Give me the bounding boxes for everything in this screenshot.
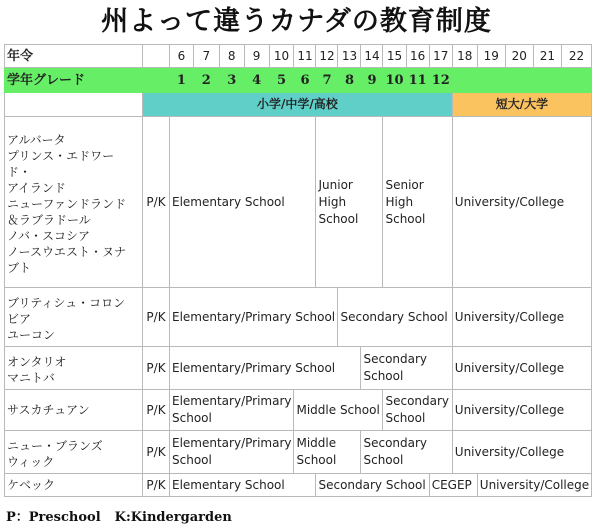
stage-elementary-primary: Elementary/Primary School — [170, 347, 361, 390]
stage-elementary-primary: Elementary/Primary School — [170, 390, 294, 431]
stage-elementary-primary: Elementary/Primary School — [170, 288, 338, 347]
grade-cell: 9 — [361, 68, 383, 93]
province-name: ブト — [7, 261, 32, 275]
stage-university: University/College — [452, 117, 591, 288]
province-name: ノバ・スコシア — [7, 229, 91, 243]
grade-cell: 6 — [294, 68, 316, 93]
age-row-label: 年令 — [5, 45, 143, 68]
province-names — [5, 117, 143, 288]
grade-cell-blank — [505, 68, 533, 93]
grade-row-label: 学年グレード — [5, 68, 143, 93]
age-cell: 8 — [219, 45, 244, 68]
footnote-preschool: P：Preschool — [6, 510, 101, 525]
province-row — [5, 288, 592, 347]
province-name: ウィック — [7, 455, 55, 469]
age-cell: 14 — [361, 45, 383, 68]
stage-elementary: Elementary School — [170, 474, 316, 497]
age-cell: 21 — [533, 45, 561, 68]
province-name: ブリティシュ・コロン — [7, 296, 126, 310]
university-level-band: 短大/大学 — [452, 93, 591, 117]
age-cell: 19 — [477, 45, 505, 68]
province-name: ビア — [7, 312, 32, 326]
stage-senior-high: Senior High School — [383, 117, 452, 288]
stage-secondary: Secondary School — [316, 474, 429, 497]
province-name: ノースウエスト・ヌナ — [7, 245, 127, 259]
age-cell: 22 — [561, 45, 591, 68]
stage-secondary: Secondary School — [361, 431, 452, 474]
grade-cell: 7 — [316, 68, 338, 93]
level-row — [5, 93, 592, 117]
stage-middle: Middle School — [294, 390, 383, 431]
stage-university: University/College — [452, 288, 591, 347]
province-name: ニューファンドランド — [7, 197, 127, 211]
province-name: プリンス・エドワー — [7, 149, 115, 163]
grade-cell: 1 — [170, 68, 194, 93]
age-cell: 10 — [269, 45, 294, 68]
province-row — [5, 390, 592, 431]
age-cell: 6 — [170, 45, 194, 68]
province-name: ド・ — [7, 165, 32, 179]
province-row — [5, 474, 592, 497]
pk-cell: P/K — [143, 431, 170, 474]
province-names — [5, 347, 143, 390]
stage-university: University/College — [452, 431, 591, 474]
age-cell: 13 — [338, 45, 361, 68]
grade-cell-blank — [452, 68, 477, 93]
stage-secondary: Secondary School — [361, 347, 452, 390]
pk-cell: P/K — [143, 288, 170, 347]
grade-cell-blank — [143, 68, 170, 93]
grade-cell: 4 — [244, 68, 269, 93]
stage-elementary: Elementary School — [170, 117, 316, 288]
province-names — [5, 288, 143, 347]
pk-cell: P/K — [143, 390, 170, 431]
age-cell-blank — [143, 45, 170, 68]
grade-cell: 3 — [219, 68, 244, 93]
page-title: 州よって違うカナダの教育制度 — [101, 6, 492, 37]
province-name: ＆ラブラドール — [7, 213, 91, 227]
age-row — [5, 45, 592, 68]
age-cell: 17 — [429, 45, 452, 68]
province-names — [5, 474, 143, 497]
grade-cell: 12 — [429, 68, 452, 93]
province-name: ケベック — [7, 478, 56, 492]
school-level-band: 小学/中学/高校 — [143, 93, 453, 117]
grade-cell-blank — [477, 68, 505, 93]
stage-university: University/College — [452, 347, 591, 390]
stage-secondary: Secondary School — [338, 288, 452, 347]
age-cell: 12 — [316, 45, 338, 68]
province-name: アルバータ — [7, 133, 66, 147]
footnote — [6, 509, 246, 527]
age-cell: 20 — [505, 45, 533, 68]
pk-cell: P/K — [143, 117, 170, 288]
grade-cell-blank — [561, 68, 591, 93]
province-row — [5, 347, 592, 390]
pk-cell: P/K — [143, 347, 170, 390]
stage-middle: Middle School — [294, 431, 361, 474]
education-system-table — [4, 44, 592, 497]
province-names — [5, 431, 143, 474]
footnote-kindergarden: K:Kindergarden — [114, 510, 232, 525]
province-names — [5, 390, 143, 431]
grade-cell: 2 — [193, 68, 219, 93]
grade-cell: 10 — [383, 68, 406, 93]
stage-junior-high: Junior High School — [316, 117, 383, 288]
stage-secondary: Secondary School — [383, 390, 452, 431]
province-row — [5, 431, 592, 474]
age-cell: 18 — [452, 45, 477, 68]
pk-cell: P/K — [143, 474, 170, 497]
grade-row — [5, 68, 592, 93]
province-name: アイランド — [7, 181, 66, 195]
grade-cell-blank — [533, 68, 561, 93]
province-name: ユーコン — [7, 328, 56, 342]
province-name: サスカチュアン — [7, 403, 90, 417]
age-cell: 16 — [406, 45, 429, 68]
stage-elementary-primary: Elementary/Primary School — [170, 431, 294, 474]
level-row-blank — [5, 93, 143, 117]
stage-university: University/College — [477, 474, 591, 497]
grade-cell: 11 — [406, 68, 429, 93]
age-cell: 9 — [244, 45, 269, 68]
grade-cell: 8 — [338, 68, 361, 93]
age-cell: 7 — [193, 45, 219, 68]
stage-university: University/College — [452, 390, 591, 431]
age-cell: 15 — [383, 45, 406, 68]
province-row — [5, 117, 592, 288]
province-name: ニュー・ブランズ — [7, 439, 103, 453]
grade-cell: 5 — [269, 68, 294, 93]
age-cell: 11 — [294, 45, 316, 68]
province-name: マニトバ — [7, 371, 55, 385]
province-name: オンタリオ — [7, 355, 67, 369]
stage-cegep: CEGEP — [429, 474, 477, 497]
